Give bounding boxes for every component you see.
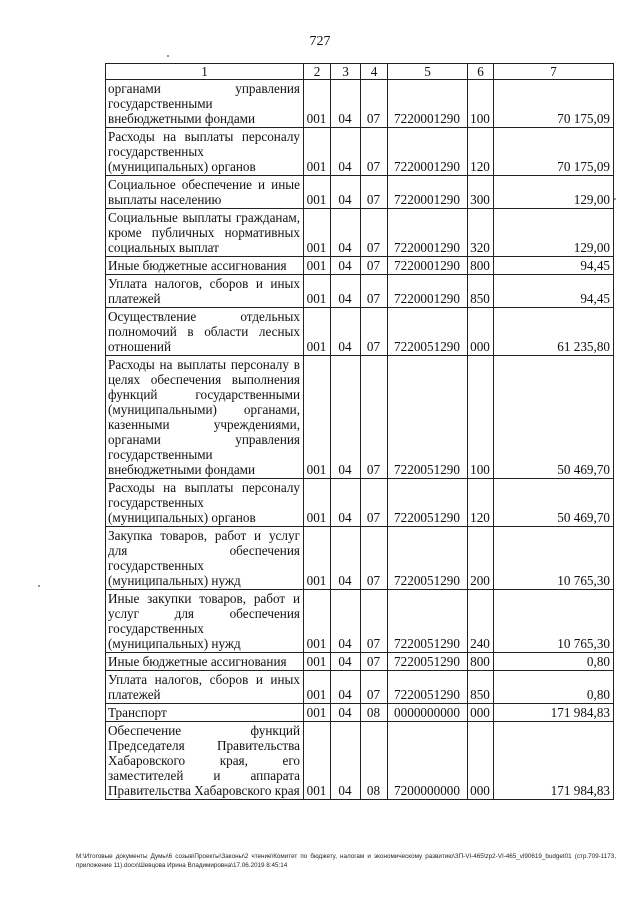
amount: 129,00 <box>494 176 614 209</box>
section-code: 04 <box>331 257 361 275</box>
admin-code: 001 <box>304 308 331 356</box>
target-code: 7220051290 <box>388 671 468 704</box>
section-code: 04 <box>331 527 361 590</box>
table-row <box>106 128 614 176</box>
subsection-code: 07 <box>361 275 388 308</box>
section-code: 04 <box>331 590 361 653</box>
admin-code: 001 <box>304 128 331 176</box>
target-code: 7220001290 <box>388 275 468 308</box>
subsection-code: 07 <box>361 128 388 176</box>
amount: 10 765,30 <box>494 590 614 653</box>
table-row <box>106 356 614 479</box>
admin-code: 001 <box>304 722 331 800</box>
subsection-code: 07 <box>361 671 388 704</box>
admin-code: 001 <box>304 257 331 275</box>
row-name: Социальные выплаты гражданам, кроме публичных нормативных социальных выплат <box>106 209 304 257</box>
subsection-code: 07 <box>361 479 388 527</box>
section-code: 04 <box>331 479 361 527</box>
section-code: 04 <box>331 308 361 356</box>
table-row <box>106 209 614 257</box>
amount: 70 175,09 <box>494 80 614 128</box>
row-name: Иные закупки товаров, работ и услуг для обеспечения государственных (муниципальных) нужд <box>106 590 304 653</box>
amount: 50 469,70 <box>494 356 614 479</box>
expense-kind-code: 100 <box>468 80 494 128</box>
target-code: 7220051290 <box>388 356 468 479</box>
column-number: 6 <box>468 64 494 80</box>
column-number: 4 <box>361 64 388 80</box>
subsection-code: 07 <box>361 80 388 128</box>
table-row <box>106 479 614 527</box>
admin-code: 001 <box>304 590 331 653</box>
file-path-footer: M:\Итоговые документы Думы\6 созыв\Проекты\Законы\2 чтение\Комитет по бюджету, налогам и экономическому развитию\ЗП-VI-465\zp2-VI-465_vl90619_budget01 (стр.709-1173, приложение 11).docx\Шевцова Ирина Владимировна\17.06.2019 8:45:14 <box>76 853 616 869</box>
expense-kind-code: 300 <box>468 176 494 209</box>
table-row <box>106 308 614 356</box>
amount: 129,00 <box>494 209 614 257</box>
subsection-code: 07 <box>361 176 388 209</box>
section-code: 04 <box>331 671 361 704</box>
expense-kind-code: 800 <box>468 653 494 671</box>
subsection-code: 07 <box>361 653 388 671</box>
section-code: 04 <box>331 128 361 176</box>
admin-code: 001 <box>304 176 331 209</box>
expense-kind-code: 850 <box>468 275 494 308</box>
expense-kind-code: 800 <box>468 257 494 275</box>
admin-code: 001 <box>304 671 331 704</box>
budget-table <box>105 63 614 800</box>
admin-code: 001 <box>304 80 331 128</box>
column-number: 7 <box>494 64 614 80</box>
row-name: органами управления государственными внебюджетными фондами <box>106 80 304 128</box>
table-row <box>106 176 614 209</box>
column-number: 2 <box>304 64 331 80</box>
amount: 171 984,83 <box>494 722 614 800</box>
amount: 0,80 <box>494 671 614 704</box>
admin-code: 001 <box>304 356 331 479</box>
target-code: 7220051290 <box>388 308 468 356</box>
column-number: 3 <box>331 64 361 80</box>
admin-code: 001 <box>304 653 331 671</box>
section-code: 04 <box>331 704 361 722</box>
table-row <box>106 722 614 800</box>
row-name: Иные бюджетные ассигнования <box>106 257 304 275</box>
expense-kind-code: 000 <box>468 722 494 800</box>
page-number: 727 <box>309 34 331 49</box>
subsection-code: 07 <box>361 527 388 590</box>
subsection-code: 07 <box>361 257 388 275</box>
amount: 94,45 <box>494 275 614 308</box>
table-row <box>106 80 614 128</box>
target-code: 7220001290 <box>388 209 468 257</box>
section-code: 04 <box>331 209 361 257</box>
row-name: Расходы на выплаты персоналу государственных (муниципальных) органов <box>106 128 304 176</box>
row-name: Расходы на выплаты персоналу в целях обеспечения выполнения функций государственными (муниципальными) органами, казенными учреждениями, органами управления государственными внебюджетными фондами <box>106 356 304 479</box>
row-name: Уплата налогов, сборов и иных платежей <box>106 275 304 308</box>
column-number: 5 <box>388 64 468 80</box>
expense-kind-code: 120 <box>468 479 494 527</box>
subsection-code: 08 <box>361 704 388 722</box>
expense-kind-code: 000 <box>468 308 494 356</box>
section-code: 04 <box>331 176 361 209</box>
target-code: 7220001290 <box>388 128 468 176</box>
column-number: 1 <box>106 64 304 80</box>
target-code: 7220001290 <box>388 80 468 128</box>
table-row <box>106 275 614 308</box>
scan-speck <box>38 585 40 587</box>
admin-code: 001 <box>304 479 331 527</box>
section-code: 04 <box>331 275 361 308</box>
row-name: Уплата налогов, сборов и иных платежей <box>106 671 304 704</box>
expense-kind-code: 000 <box>468 704 494 722</box>
row-name: Социальное обеспечение и иные выплаты населению <box>106 176 304 209</box>
amount: 171 984,83 <box>494 704 614 722</box>
expense-kind-code: 100 <box>468 356 494 479</box>
expense-kind-code: 200 <box>468 527 494 590</box>
expense-kind-code: 320 <box>468 209 494 257</box>
amount: 94,45 <box>494 257 614 275</box>
row-name: Иные бюджетные ассигнования <box>106 653 304 671</box>
row-name: Расходы на выплаты персоналу государственных (муниципальных) органов <box>106 479 304 527</box>
admin-code: 001 <box>304 209 331 257</box>
table-row <box>106 527 614 590</box>
subsection-code: 07 <box>361 209 388 257</box>
row-name: Закупка товаров, работ и услуг для обеспечения государственных (муниципальных) нужд <box>106 527 304 590</box>
subsection-code: 07 <box>361 590 388 653</box>
column-number-row <box>106 64 614 80</box>
amount: 10 765,30 <box>494 527 614 590</box>
amount: 70 175,09 <box>494 128 614 176</box>
scan-speck <box>614 198 616 200</box>
target-code: 7220051290 <box>388 590 468 653</box>
section-code: 04 <box>331 356 361 479</box>
target-code: 7220001290 <box>388 257 468 275</box>
table-row <box>106 653 614 671</box>
subsection-code: 07 <box>361 356 388 479</box>
target-code: 7200000000 <box>388 722 468 800</box>
subsection-code: 08 <box>361 722 388 800</box>
expense-kind-code: 850 <box>468 671 494 704</box>
section-code: 04 <box>331 722 361 800</box>
target-code: 0000000000 <box>388 704 468 722</box>
row-name: Осуществление отдельных полномочий в области лесных отношений <box>106 308 304 356</box>
row-name: Обеспечение функций Председателя Правительства Хабаровского края, его заместителей и аппарата Правительства Хабаровского края <box>106 722 304 800</box>
subsection-code: 07 <box>361 308 388 356</box>
table-row <box>106 671 614 704</box>
target-code: 7220051290 <box>388 653 468 671</box>
scan-speck <box>167 55 169 57</box>
table-row <box>106 590 614 653</box>
table-row <box>106 257 614 275</box>
amount: 50 469,70 <box>494 479 614 527</box>
amount: 0,80 <box>494 653 614 671</box>
table-row <box>106 704 614 722</box>
section-code: 04 <box>331 653 361 671</box>
target-code: 7220001290 <box>388 176 468 209</box>
amount: 61 235,80 <box>494 308 614 356</box>
expense-kind-code: 120 <box>468 128 494 176</box>
target-code: 7220051290 <box>388 479 468 527</box>
expense-kind-code: 240 <box>468 590 494 653</box>
admin-code: 001 <box>304 275 331 308</box>
admin-code: 001 <box>304 527 331 590</box>
target-code: 7220051290 <box>388 527 468 590</box>
admin-code: 001 <box>304 704 331 722</box>
row-name: Транспорт <box>106 704 304 722</box>
section-code: 04 <box>331 80 361 128</box>
